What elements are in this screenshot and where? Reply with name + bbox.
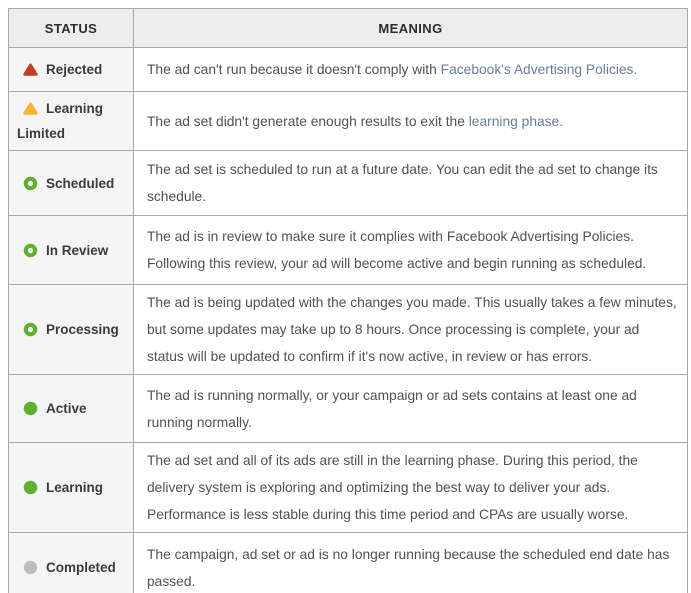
table-row xyxy=(9,375,688,443)
meaning-text: The ad is in review to make sure it complies with Facebook Advertising Policies. xyxy=(147,229,634,244)
status-label: In Review xyxy=(46,242,109,258)
status-cell xyxy=(9,216,134,285)
status-label: Rejected xyxy=(46,62,103,77)
meaning-cell xyxy=(134,285,688,375)
status-label: Completed xyxy=(46,560,116,576)
learning-limited-triangle-icon xyxy=(23,99,38,114)
ad-status-table xyxy=(8,8,688,593)
meaning-text: The ad is being updated with the changes you made. This usually takes a few minutes, xyxy=(147,295,677,310)
meaning-text-segment: The ad can't run because it doesn't comply with xyxy=(147,62,441,77)
status-label: Scheduled xyxy=(46,175,115,191)
status-cell xyxy=(9,533,134,593)
facebook-advertising-policies-link[interactable]: Facebook's Advertising Policies. xyxy=(440,62,638,77)
meaning-cell xyxy=(134,48,688,92)
status-cell xyxy=(9,285,134,375)
status-cell xyxy=(9,151,134,216)
table-row xyxy=(9,48,688,92)
meaning-text: The ad set is scheduled to run at a future date. You can edit the ad set to change its xyxy=(147,162,658,177)
learning-dot-icon xyxy=(23,478,38,493)
meaning-cell xyxy=(134,375,688,443)
meaning-text: delivery system is exploring and optimizing the best way to deliver your ads. xyxy=(147,480,611,495)
meaning-text xyxy=(147,56,683,83)
meaning-text: status will be updated to confirm if it's now active, in review or has errors. xyxy=(147,349,593,364)
rejected-triangle-icon xyxy=(23,60,38,75)
table-row xyxy=(9,151,688,216)
status-label: Active xyxy=(46,401,87,416)
status-label: Processing xyxy=(46,322,119,337)
status-cell xyxy=(9,375,134,443)
learning-phase-link[interactable]: learning phase. xyxy=(468,113,564,129)
meaning-cell xyxy=(134,151,688,216)
status-label: Learning xyxy=(46,480,104,495)
meaning-text: The ad is running normally, or your campaign or ad sets contains at least one ad xyxy=(147,387,637,403)
meaning-cell xyxy=(134,533,688,593)
meaning-text: The ad set and all of its ads are still in the learning phase. During this period, the xyxy=(147,453,638,468)
meaning-column-header: MEANING xyxy=(134,9,688,48)
scheduled-ring-icon xyxy=(23,174,38,189)
meaning-text: passed. xyxy=(147,573,196,589)
in-review-ring-icon xyxy=(23,241,38,256)
meaning-text: Following this review, your ad will become active and begin running as scheduled. xyxy=(147,256,647,271)
table-row xyxy=(9,443,688,533)
table-row xyxy=(9,285,688,375)
status-column-header: STATUS xyxy=(9,9,134,48)
meaning-text: but some updates may take up to 8 hours. Once processing is complete, your ad xyxy=(147,322,640,337)
status-cell xyxy=(9,443,134,533)
meaning-cell xyxy=(134,216,688,285)
status-label: Learning Limited xyxy=(17,101,104,141)
meaning-cell xyxy=(134,443,688,533)
status-cell xyxy=(9,48,134,92)
meaning-text: schedule. xyxy=(147,189,207,204)
active-dot-icon xyxy=(23,399,38,414)
table-row xyxy=(9,533,688,593)
processing-ring-icon xyxy=(23,320,38,335)
meaning-text: running normally. xyxy=(147,414,252,430)
meaning-text xyxy=(147,108,683,135)
table-row xyxy=(9,216,688,285)
meaning-text: Performance is less stable during this time period and CPAs are usually worse. xyxy=(147,507,629,522)
meaning-text-segment: The ad set didn't generate enough results to exit the xyxy=(147,113,469,129)
status-cell xyxy=(9,92,134,151)
meaning-cell xyxy=(134,92,688,151)
table-header-row xyxy=(9,9,688,48)
table-row xyxy=(9,92,688,151)
meaning-text: The campaign, ad set or ad is no longer running because the scheduled end date has xyxy=(147,546,670,562)
completed-dot-icon xyxy=(23,558,38,573)
